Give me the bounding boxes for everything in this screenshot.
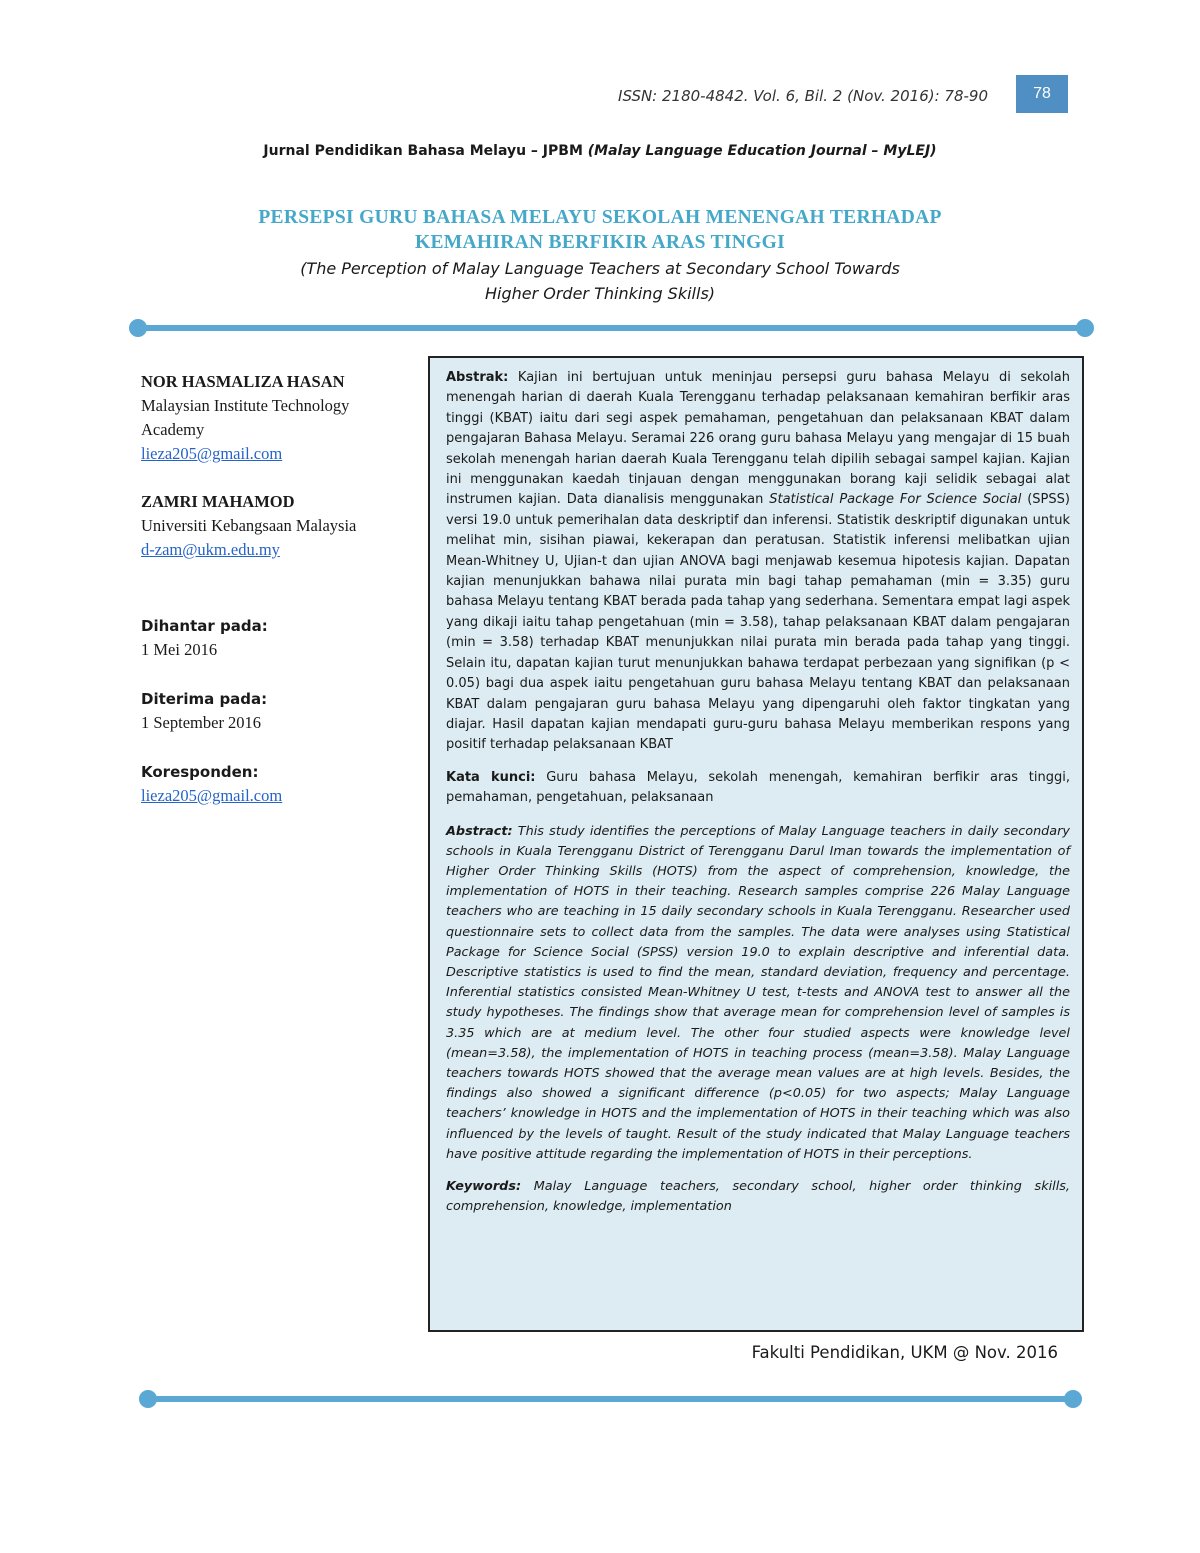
submitted-label: Dihantar pada: — [141, 617, 268, 635]
abstract-box — [428, 356, 1084, 1332]
top-divider-right-dot — [1076, 319, 1094, 337]
keywords-ms — [446, 768, 1070, 809]
correspondent-email-link[interactable]: lieza205@gmail.com — [141, 786, 283, 805]
dates-sidebar — [141, 614, 416, 808]
issn-line: ISSN: 2180-4842. Vol. 6, Bil. 2 (Nov. 2016): 78-90 — [618, 87, 988, 105]
author-1-name: NOR HASMALIZA HASAN — [141, 372, 345, 391]
faculty-footer: Fakulti Pendidikan, UKM @ Nov. 2016 — [751, 1343, 1058, 1362]
keywords-en-label: Keywords: — [446, 1178, 522, 1194]
journal-name-en: (Malay Language Education Journal – MyLEJ) — [587, 143, 937, 159]
abstract-ms-spss: Statistical Package For Science Social — [769, 492, 1022, 508]
author-sidebar — [141, 370, 416, 562]
page-number-badge: 78 — [1016, 75, 1068, 113]
paper-title — [0, 205, 1200, 255]
bottom-divider-left-dot — [139, 1390, 157, 1408]
author-2-affiliation: Universiti Kebangsaan Malaysia — [141, 516, 357, 535]
abstract-en-text: This study identifies the perceptions of Malay Language teachers in daily secondary schools in Kuala Terengganu District of Terengganu Darul Iman towards the implementation of Higher Order Thinking Skills (HOTS) from the aspect of comprehension, knowledge, the implementation of HOTS in their teaching. Research samples comprise 226 Malay Language teachers who are teaching in 15 daily secondary schools in Kuala Terengganu. Researcher used questionnaire sets to collect data from the samples. The data were analyses using Statistical Package for Science Social (SPSS) version 19.0 to explain descriptive and inferential data. Descriptive statistics is used to find the mean, standard deviation, frequency and percentage. Inferential statistics consisted Mean-Whitney U test, t-tests and ANOVA test to answer all the study hypotheses. The findings show that average mean for comprehension level of samples is 3.35 which are at medium level. The other four studied aspects were knowledge level (mean=3.58), the implementation of HOTS in teaching process (mean=3.58). Malay Language teachers towards HOTS showed that the average mean values are at high levels. Besides, the findings also showed a significant difference (p<0.05) for two aspects; Malay Language teachers’ knowledge in HOTS and the implementation of HOTS in their teaching which was also influenced by the levels of taught. Result of the study indicated that Malay Language teachers have positive attitude regarding the implementation of HOTS in their perceptions. — [446, 823, 1070, 1162]
abstract-en-label: Abstract: — [446, 823, 513, 839]
top-divider — [138, 325, 1088, 331]
keywords-en — [446, 1177, 1070, 1217]
author-1-affiliation-2: Academy — [141, 420, 205, 439]
author-2-email-link[interactable]: d-zam@ukm.edu.my — [141, 540, 280, 559]
author-1-email-link[interactable]: lieza205@gmail.com — [141, 444, 283, 463]
paper-subtitle — [0, 256, 1200, 306]
author-1-affiliation-1: Malaysian Institute Technology — [141, 396, 350, 415]
correspondent-label: Koresponden: — [141, 763, 259, 781]
submitted-date: 1 Mei 2016 — [141, 640, 218, 659]
abstract-en — [446, 822, 1070, 1165]
abstract-ms-label: Abstrak: — [446, 370, 509, 385]
accepted-label: Diterima pada: — [141, 690, 268, 708]
bottom-divider-right-dot — [1064, 1390, 1082, 1408]
keywords-ms-text: Guru bahasa Melayu, sekolah menengah, kemahiran berfikir aras tinggi, pemahaman, pengetahuan, pelaksanaan — [446, 769, 1071, 806]
keywords-ms-label: Kata kunci: — [446, 769, 536, 785]
author-2-name: ZAMRI MAHAMOD — [141, 492, 295, 511]
abstract-ms-text-2: (SPSS) versi 19.0 untuk pemerihalan data deskriptif dan inferensi. Statistik deskriptif digunakan untuk melihat min, sisihan piawai, kekerapan dan peratusan. Statistik inferensi melibatkan ujian Mean-Whitney U, Ujian-t dan ujian ANOVA bagi menjawab kesemua hipotesis kajian. Dapatan kajian menunjukkan bahawa nilai purata min bagi tahap pemahaman (min = 3.35) guru bahasa Melayu tentang KBAT berada pada tahap yang sederhana. Sementara empat lagi aspek yang dikaji iaitu tahap pengetahuan (min = 3.58), tahap pelaksanaan KBAT dalam pengajaran (min = 3.58) terhadap KBAT menunjukkan nilai purata min berada pada tahap yang tinggi. Selain itu, dapatan kajian turut menunjukkan bahawa terdapat perbezaan yang signifikan (p < 0.05) bagi dua aspek iaitu pengetahuan guru bahasa Melayu tentang KBAT dan pelaksanaan KBAT dalam pengajaran guru bahasa Melayu yang dipengaruhi oleh faktor tingkatan yang diajar. Hasil dapatan kajian mendapati guru-guru bahasa Melayu memberikan respons yang positif terhadap pelaksanaan KBAT — [446, 492, 1070, 753]
bottom-divider — [150, 1396, 1075, 1402]
abstract-content — [446, 368, 1070, 1217]
paper-title-line-1: PERSEPSI GURU BAHASA MELAYU SEKOLAH MENENGAH TERHADAP — [258, 207, 942, 228]
journal-name-ms: Jurnal Pendidikan Bahasa Melayu – JPBM — [263, 143, 583, 159]
keywords-en-text: Malay Language teachers, secondary school, higher order thinking skills, comprehension, knowledge, implementation — [446, 1178, 1071, 1215]
paper-title-line-2: KEMAHIRAN BERFIKIR ARAS TINGGI — [415, 232, 785, 253]
journal-name — [0, 143, 1200, 159]
paper-subtitle-line-2: Higher Order Thinking Skills) — [484, 284, 716, 303]
top-divider-left-dot — [129, 319, 147, 337]
abstract-ms — [446, 368, 1070, 756]
abstract-ms-text: Kajian ini bertujuan untuk meninjau persepsi guru bahasa Melayu di sekolah menengah harian di daerah Kuala Terengganu terhadap pelaksanaan kemahiran berfikir aras tinggi (KBAT) iaitu dari segi aspek pemahaman, pengetahuan dan pelaksanaan KBAT dalam pengajaran Bahasa Melayu. Seramai 226 orang guru bahasa Melayu yang mengajar di 15 buah sekolah menengah harian daerah Kuala Terengganu telah dipilih sebagai sampel kajian. Kajian ini menggunakan kaedah tinjauan dengan menggunakan borang kaji selidik sebagai alat instrumen kajian. Data dianalisis menggunakan — [446, 370, 1070, 508]
accepted-date: 1 September 2016 — [141, 713, 262, 732]
paper-subtitle-line-1: (The Perception of Malay Language Teachers at Secondary School Towards — [300, 259, 900, 278]
